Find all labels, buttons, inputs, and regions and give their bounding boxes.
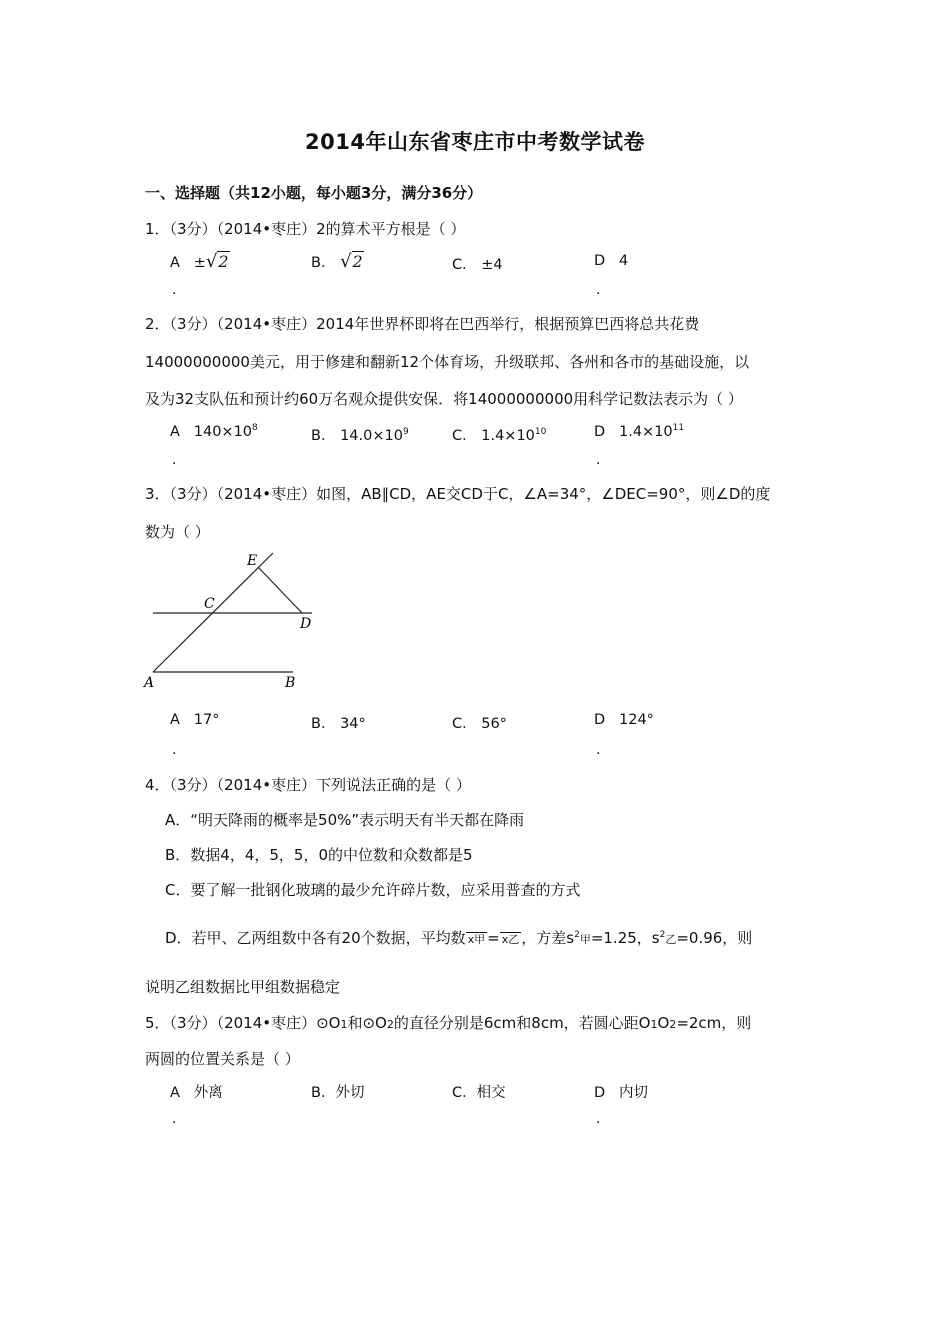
radicand: 2 <box>352 252 363 271</box>
variance-text: ，方差s <box>521 929 575 947</box>
subscript-yi: 乙 <box>508 933 520 946</box>
stem-text: 和⊙O <box>347 1014 387 1032</box>
q5-option-d <box>594 1081 648 1102</box>
label-a: A <box>144 675 155 691</box>
label-e: E <box>247 553 258 569</box>
square: 2 <box>574 930 580 940</box>
question-2-line-1: 2．（3分）（2014•枣庄）2014年世界杯即将在巴西举行，根据预算巴西将总共花费 <box>145 315 700 333</box>
option-label: D <box>594 253 606 269</box>
option-base: 14.0×10 <box>340 428 403 444</box>
square: 2 <box>659 930 666 940</box>
line-ed <box>258 567 302 613</box>
option-exponent: 11 <box>672 423 685 434</box>
option-value: 内切 <box>619 1085 648 1101</box>
stem-text: O <box>657 1014 670 1032</box>
q5-option-c <box>452 1081 506 1102</box>
option-exponent: 8 <box>252 423 258 434</box>
subscript-jia: 甲 <box>474 933 486 946</box>
q2-option-b <box>311 424 409 445</box>
variance-value-1: =1.25，s <box>590 929 660 947</box>
subscript: 2 <box>669 1018 677 1031</box>
option-label: D <box>594 424 606 440</box>
option-label: B． <box>311 716 336 732</box>
subscript: 2 <box>386 1018 394 1031</box>
option-label: C． <box>452 428 477 444</box>
question-1-stem: 1．（3分）（2014•枣庄）2的算术平方根是（ ） <box>145 220 466 238</box>
mean-x-jia <box>466 932 488 946</box>
q5-option-b <box>311 1081 364 1102</box>
option-base: 140×10 <box>193 424 253 440</box>
option-exponent: 10 <box>534 427 547 438</box>
q5-option-a <box>170 1081 223 1102</box>
q2-option-d <box>594 424 684 440</box>
subscript-jia: 甲 <box>579 933 591 946</box>
option-base: 1.4×10 <box>481 428 535 444</box>
option-label: D <box>594 1085 606 1101</box>
mean-x-yi <box>500 932 522 946</box>
option-label: D <box>594 712 606 728</box>
subscript: 1 <box>650 1018 658 1031</box>
option-exponent: 9 <box>402 427 409 438</box>
option-label: B． <box>311 255 336 271</box>
variance-value-2: =0.96，则 <box>676 929 753 947</box>
label-d: D <box>300 616 312 632</box>
option-value: 17° <box>193 712 220 728</box>
label-c: C <box>204 596 215 612</box>
option-label: B． <box>311 1085 336 1101</box>
option-text: D．若甲、乙两组数中各有20个数据，平均数 <box>165 929 466 947</box>
q1-dot-a: . <box>172 282 177 298</box>
equals: = <box>487 929 500 947</box>
option-value: ±4 <box>481 257 503 273</box>
question-3-line-1: 3．（3分）（2014•枣庄）如图，AB∥CD，AE交CD于C，∠A=34°，∠DEC=90°，则∠D的度 <box>145 485 771 503</box>
q3-option-b <box>311 712 366 733</box>
option-value: 4 <box>619 253 629 269</box>
question-4-stem: 4．（3分）（2014•枣庄）下列说法正确的是（ ） <box>145 776 471 794</box>
option-value: 124° <box>619 712 654 728</box>
x-bar: x <box>467 933 475 946</box>
option-value: 34° <box>340 716 366 732</box>
option-value: 外离 <box>193 1085 223 1101</box>
q3-option-d <box>594 712 654 728</box>
subscript: 1 <box>340 1018 348 1031</box>
x-bar: x <box>501 933 509 946</box>
stem-text: 5．（3分）（2014•枣庄）⊙O <box>145 1014 341 1032</box>
option-value: 相交 <box>476 1085 506 1101</box>
sqrt-expression <box>340 251 364 272</box>
q4-option-c: C．要了解一批钢化玻璃的最少允许碎片数，应采用普查的方式 <box>165 881 581 899</box>
radical-sign: √ <box>205 251 218 272</box>
stem-text: 的直径分别是6cm和8cm，若圆心距O <box>393 1014 651 1032</box>
q1-dot-d: . <box>596 282 601 298</box>
q4-option-b: B．数据4，4，5，5，0的中位数和众数都是5 <box>165 846 473 864</box>
option-value: 外切 <box>335 1085 365 1101</box>
option-label: A <box>170 255 180 271</box>
question-2-line-2: 14000000000美元，用于修建和翻新12个体育场，升级联邦、各州和各市的基础设施，以 <box>145 353 750 371</box>
q2-dot-a: . <box>172 452 177 468</box>
option-base: 1.4×10 <box>619 424 673 440</box>
page-title: 2014年山东省枣庄市中考数学试卷 <box>305 130 645 154</box>
radicand: 2 <box>218 252 229 271</box>
q1-option-b <box>311 251 364 272</box>
q5-dot-a: . <box>172 1111 177 1127</box>
radical-sign: √ <box>340 251 352 272</box>
q1-option-a <box>170 251 230 272</box>
q1-option-c <box>452 253 503 274</box>
q2-dot-d: . <box>596 452 601 468</box>
option-label: A <box>170 424 180 440</box>
q4-option-a: A．“明天降雨的概率是50%”表示明天有半天都在降雨 <box>165 811 525 829</box>
question-2-line-3: 及为32支队伍和预计约60万名观众提供安保．将14000000000用科学记数法表示为（ ） <box>145 390 743 408</box>
q5-dot-d: . <box>596 1111 601 1127</box>
q4-option-d <box>165 927 752 948</box>
q3-option-a <box>170 712 219 728</box>
q4-option-d-line-2: 说明乙组数据比甲组数据稳定 <box>145 978 341 996</box>
sqrt-expression <box>206 251 230 272</box>
question-3-line-2: 数为（ ） <box>145 523 210 541</box>
label-b: B <box>285 675 296 691</box>
option-label: A <box>170 712 180 728</box>
option-label: B． <box>311 428 336 444</box>
section-heading: 一、选择题（共12小题，每小题3分，满分36分） <box>145 184 483 202</box>
q3-dot-a: . <box>172 742 177 758</box>
question-5-line-2: 两圆的位置关系是（ ） <box>145 1050 300 1068</box>
q3-dot-d: . <box>596 742 601 758</box>
question-5-line-1 <box>145 1012 751 1033</box>
option-label: C． <box>452 1085 477 1101</box>
stem-text: =2cm，则 <box>676 1014 752 1032</box>
q1-option-d <box>594 253 628 269</box>
q2-option-a <box>170 424 258 440</box>
q3-option-c <box>452 712 507 733</box>
option-label: C． <box>452 257 477 273</box>
q3-geometry-figure <box>140 545 330 695</box>
plus-minus: ± <box>193 255 206 271</box>
option-value: 56° <box>481 716 507 732</box>
option-label: C． <box>452 716 477 732</box>
subscript-yi: 乙 <box>665 933 677 946</box>
q2-option-c <box>452 424 546 445</box>
option-label: A <box>170 1085 180 1101</box>
